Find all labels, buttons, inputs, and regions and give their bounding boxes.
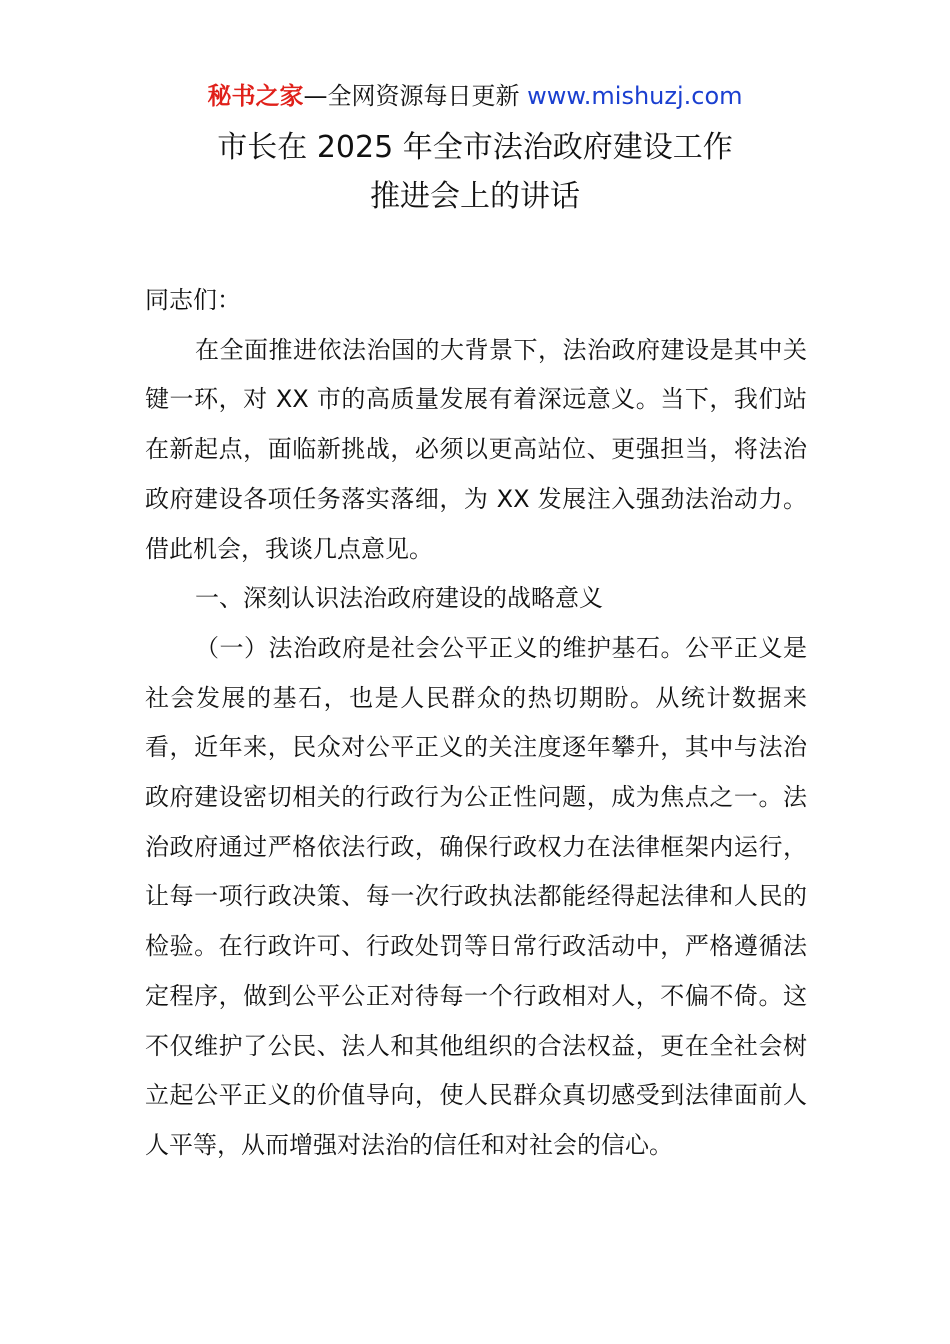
document-title-line-1: 市长在 2025 年全市法治政府建设工作 xyxy=(217,130,733,165)
salutation: 同志们： xyxy=(145,286,241,314)
section-heading-1: 一、深刻认识法治政府建设的战略意义 xyxy=(195,584,603,613)
banner-url-link[interactable]: www.mishuzj.com xyxy=(527,82,743,110)
document-title-line-2: 推进会上的讲话 xyxy=(370,179,580,214)
paragraph-section-1-1: （一）法治政府是社会公平正义的维护基石。公平正义是社会发展的基石，也是人民群众的热切期盼。从统计数据来看，近年来，民众对公平正义的关注度逐年攀升，其中与法治政府建设密切相关的行政行为公正性问题，成为焦点之一。法治政府通过严格依法行政，确保行政权力在法律框架内运行，让每一项行政决策、每一次行政执法都能经得起法律和人民的检验。在行政许可、行政处罚等日常行政活动中，严格遵循法定程序，做到公平公正对待每一个行政相对人，不偏不倚。这不仅维护了公民、法人和其他组织的合法权益，更在全社会树立起公平正义的价值导向，使人民群众真切感受到法律面前人人平等，从而增强对法治的信任和对社会的信心。 xyxy=(145,633,807,1159)
banner-brand: 秘书之家 xyxy=(207,82,304,110)
banner-tagline: —全网资源每日更新 xyxy=(303,82,528,110)
document-body xyxy=(145,276,807,1171)
paragraph-intro: 在全面推进依法治国的大背景下，法治政府建设是其中关键一环，对 XX 市的高质量发展有着深远意义。当下，我们站在新起点，面临新挑战，必须以更高站位、更强担当，将法治政府建设各项任务落实落细，为 XX 发展注入强劲法治动力。借此机会，我谈几点意见。 xyxy=(145,335,807,563)
site-banner xyxy=(0,80,950,112)
